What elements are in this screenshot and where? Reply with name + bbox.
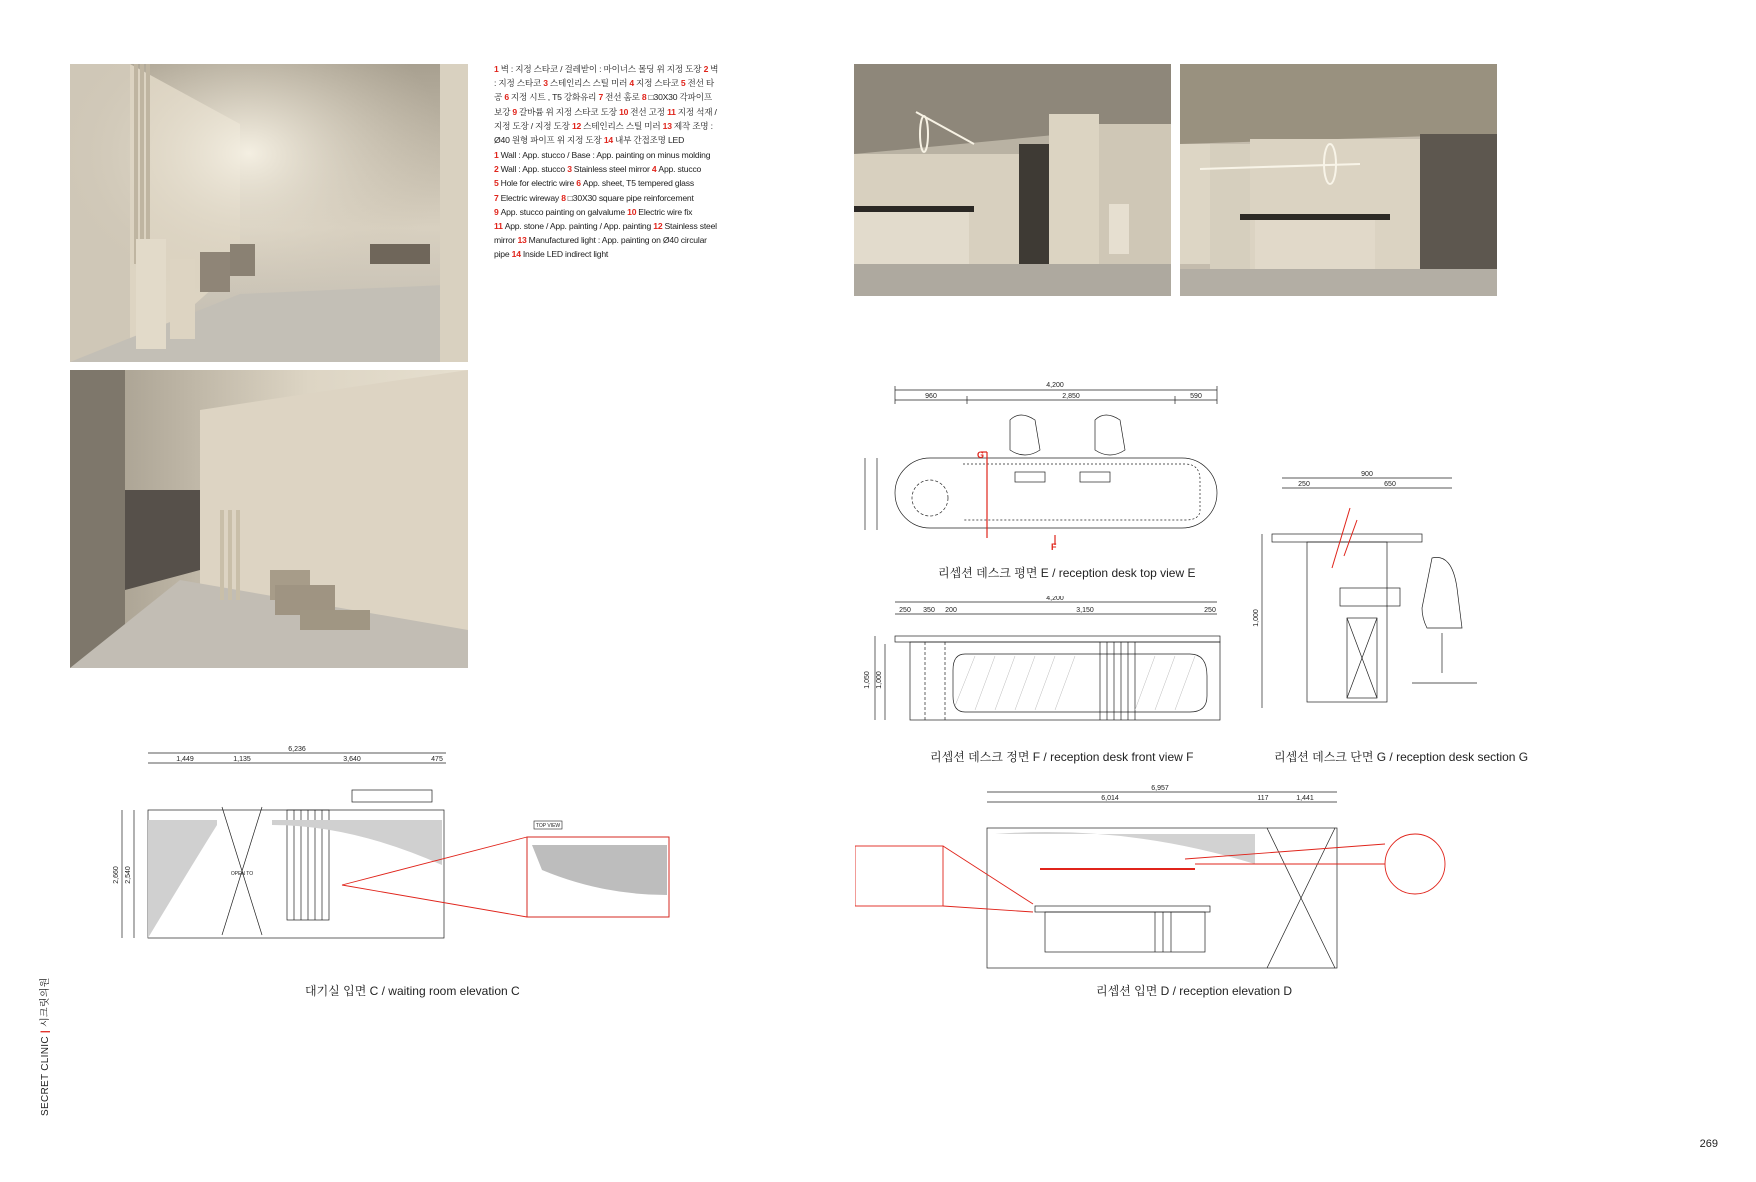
svg-text:960: 960: [925, 393, 937, 400]
reception-desk-section-drawing: [1252, 468, 1497, 738]
waiting-room-photo-1: [70, 64, 468, 362]
waiting-room-elevation-drawing: [112, 745, 672, 975]
svg-text:650: 650: [1384, 481, 1396, 488]
reception-desk-top-view-drawing: [855, 380, 1235, 550]
svg-text:3,640: 3,640: [343, 756, 361, 763]
legend-en-item: 2 Wall : App. stucco: [494, 164, 565, 175]
legend-ko-item: 8 □30X30 각파이프 보강: [494, 92, 712, 117]
legend-ko-item: 4 지정 스타코: [629, 78, 679, 89]
caption-top-view: 리셉션 데스크 평면 E / reception desk top view E: [938, 566, 1196, 580]
legend-en-item: 13 Manufactured light : App. painting on Ø40 circular pipe: [494, 235, 707, 260]
legend-ko-item: 9 갈바륨 위 지정 스타코 도장: [512, 106, 617, 117]
legend-en-item: 9 App. stucco painting on galvalume: [494, 206, 625, 217]
svg-text:2,540: 2,540: [125, 866, 132, 884]
caption-section: 리셉션 데스크 단면 G / reception desk section G: [1274, 750, 1529, 764]
caption-reception-elevation: 리셉션 입면 D / reception elevation D: [1096, 984, 1293, 998]
svg-text:250: 250: [1204, 607, 1216, 614]
legend-ko-item: 6 지정 시트 , T5 강화유리: [504, 92, 597, 103]
legend-en-item: 14 Inside LED indirect light: [511, 249, 609, 260]
reception-photo-1: [854, 64, 1171, 296]
svg-text:1,449: 1,449: [176, 756, 194, 763]
svg-text:900: 900: [1361, 471, 1373, 478]
svg-text:G: G: [977, 450, 985, 460]
svg-text:F: F: [1051, 542, 1057, 550]
legend-ko-item: 12 스테인리스 스틸 미러: [571, 120, 661, 131]
legend-en-item: 7 Electric wireway: [494, 192, 559, 203]
legend-ko-item: 5 전선 타공: [494, 78, 714, 103]
svg-text:475: 475: [431, 756, 443, 763]
svg-text:4,200: 4,200: [1046, 596, 1064, 602]
legend-en-item: 1 Wall : App. stucco / Base : App. painting on minus molding: [494, 150, 711, 160]
svg-text:6,236: 6,236: [288, 746, 306, 753]
reception-elevation-drawing: [855, 784, 1455, 974]
page-number: 269: [1699, 1138, 1718, 1150]
svg-text:6,014: 6,014: [1101, 795, 1119, 802]
svg-text:3,150: 3,150: [1076, 607, 1094, 614]
legend-en-item: 5 Hole for electric wire: [494, 178, 575, 189]
svg-text:2,850: 2,850: [1062, 393, 1080, 400]
svg-text:1,000: 1,000: [876, 671, 883, 689]
legend-en-item: 8 □30X30 square pipe reinforcement: [561, 192, 694, 203]
legend-ko-item: 3 스테인리스 스틸 미러: [543, 78, 628, 89]
svg-text:117: 117: [1257, 795, 1269, 802]
svg-text:350: 350: [923, 607, 935, 614]
side-label-brand: SECRET CLINIC: [40, 1036, 51, 1116]
legend-ko-item: 2 벽 : 지정 스타코: [494, 64, 719, 89]
legend-korean: [494, 62, 719, 147]
svg-text:1,135: 1,135: [233, 756, 251, 763]
svg-text:250: 250: [1298, 481, 1310, 488]
side-label-korean: 시크릿의원: [40, 977, 51, 1028]
caption-front-view: 리셉션 데스크 정면 F / reception desk front view F: [930, 750, 1194, 764]
legend-en-item: 4 App. stucco: [651, 164, 702, 175]
legend-en-item: 3 Stainless steel mirror: [567, 164, 650, 175]
legend-ko-item: 1 벽 : 지정 스타코 / 걸레받이 : 마이너스 몰딩 위 지정 도장: [494, 64, 702, 74]
svg-text:590: 590: [1190, 393, 1202, 400]
svg-text:2,660: 2,660: [113, 866, 120, 884]
reception-desk-front-view-drawing: [855, 596, 1235, 736]
caption-waiting-elevation: 대기실 입면 C / waiting room elevation C: [305, 984, 520, 998]
svg-text:200: 200: [945, 607, 957, 614]
svg-text:OPEN TO: OPEN TO: [230, 871, 254, 877]
legend-en-item: 12 Stainless steel mirror: [494, 221, 717, 246]
svg-text:250: 250: [899, 607, 911, 614]
side-label: SECRET CLINIC|시크릿의원: [40, 977, 51, 1116]
legend-english: [494, 148, 719, 262]
svg-text:6,957: 6,957: [1151, 785, 1169, 792]
svg-text:4,200: 4,200: [1046, 382, 1064, 389]
svg-text:1,050: 1,050: [864, 671, 871, 689]
svg-text:TOP VIEW: TOP VIEW: [535, 823, 561, 829]
legend-en-item: 10 Electric wire fix: [627, 206, 693, 217]
svg-text:1,441: 1,441: [1296, 795, 1314, 802]
waiting-room-photo-2: [70, 370, 468, 668]
legend-ko-item: 11 지정 석재 / 지정 도장 / 지정 도장: [494, 106, 717, 131]
legend-ko-item: 13 제작 조명 : Ø40 원형 파이프 위 지정 도장: [494, 120, 713, 146]
legend-ko-item: 14 내부 간접조명 LED: [603, 135, 685, 146]
legend-en-item: 6 App. sheet, T5 tempered glass: [576, 178, 694, 189]
legend-ko-item: 7 전선 홈로: [598, 92, 640, 103]
legend-en-item: 11 App. stone / App. painting / App. painting: [494, 221, 652, 232]
svg-text:1,000: 1,000: [1253, 609, 1260, 627]
legend-ko-item: 10 전선 고정: [619, 106, 665, 117]
reception-photo-2: [1180, 64, 1497, 296]
